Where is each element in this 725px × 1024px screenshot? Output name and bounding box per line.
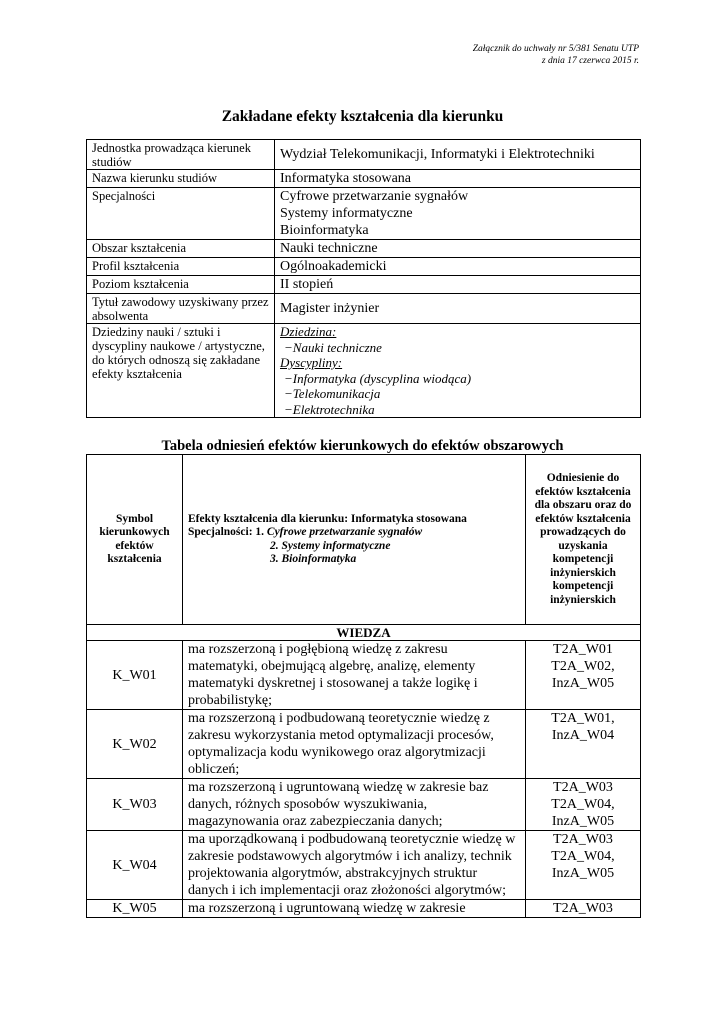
reference-code: T2A_W02, (551, 659, 615, 674)
spec-label: Specjalności (87, 188, 275, 240)
header-spec-2: 2. Systemy informatyczne (270, 539, 391, 552)
document-title: Zakładane efekty kształcenia dla kierunku (221, 108, 504, 125)
discipline-item: −Informatyka (dyscyplina wiodąca) (284, 370, 472, 386)
header-symbol: Symbol kierunkowych efektów kształcenia (87, 455, 183, 625)
effect-references (526, 779, 641, 831)
table-row (87, 710, 641, 779)
reference-code: InzA_W05 (551, 814, 615, 829)
info-row-name (87, 170, 641, 188)
effect-references (526, 831, 641, 900)
effects-header-row (87, 455, 641, 625)
area-label: Obszar kształcenia (87, 240, 275, 258)
table-row (87, 900, 641, 918)
effect-code: K_W04 (87, 831, 183, 900)
table-row (87, 641, 641, 710)
effect-description: ma uporządkowaną i podbudowaną teoretycznie wiedzę w zakresie podstawowych algorytmów i ich analizy, technik projektowania algorytmów, abstrakcyjnych struktur danych i ich implementacji oraz złożoności algorytmów; (183, 831, 526, 900)
name-label: Nazwa kierunku studiów (87, 170, 275, 188)
effect-code: K_W05 (87, 900, 183, 918)
table-row (87, 831, 641, 900)
reference-code: InzA_W05 (551, 676, 615, 691)
effect-code: K_W03 (87, 779, 183, 831)
level-label: Poziom kształcenia (87, 276, 275, 294)
info-row-fields (87, 324, 641, 418)
learning-effects-table (86, 454, 641, 918)
annex-note (473, 43, 639, 67)
effect-code: K_W02 (87, 710, 183, 779)
annex-line-1: Załącznik do uchwały nr 5/381 Senatu UTP (472, 44, 639, 54)
reference-code: T2A_W03 (553, 901, 613, 916)
section-title: WIEDZA (87, 625, 641, 641)
header-spec-3: 3. Bioinformatyka (270, 553, 357, 565)
effect-references (526, 710, 641, 779)
reference-code: InzA_W04 (551, 728, 615, 743)
disciplines-heading: Dyscypliny: (280, 355, 343, 370)
header-reference: Odniesienie do efektów kształcenia dla obszaru oraz do efektów kształcenia prowadzących do uzyskania kompetencji inżynierskich kompetencji inżynierskich (526, 455, 641, 625)
header-spec-1: Cyfrowe przetwarzanie sygnałów (266, 526, 423, 538)
reference-code: T2A_W01, (551, 711, 615, 726)
degree-label: Tytuł zawodowy uzyskiwany przez absolwenta (87, 294, 275, 324)
unit-value: Wydział Telekomunikacji, Informatyki i Elektrotechniki (275, 140, 641, 170)
domain-item: −Nauki techniczne (284, 339, 382, 355)
effect-description: ma rozszerzoną i ugruntowaną wiedzę w zakresie baz danych, różnych sposobów wyszukiwania, magazynowania oraz zabezpieczania danych; (183, 779, 526, 831)
annex-line-2: z dnia 17 czerwca 2015 r. (541, 56, 639, 66)
header-desc-spec1 (188, 526, 520, 540)
fields-values (275, 324, 641, 418)
spec-item: Cyfrowe przetwarzanie sygnałów (280, 189, 469, 204)
level-value: II stopień (275, 276, 641, 294)
domain-heading: Dziedzina: (280, 324, 337, 339)
effect-code: K_W01 (87, 641, 183, 710)
effect-description: ma rozszerzoną i pogłębioną wiedzę z zakresu matematyki, obejmującą algebrę, analizę, elementy matematyki dyskretnej i stosowanej a także logikę i probabilistykę; (183, 641, 526, 710)
degree-value: Magister inżynier (275, 294, 641, 324)
info-row-level (87, 276, 641, 294)
effect-description: ma rozszerzoną i podbudowaną teoretycznie wiedzę z zakresu wykorzystania metod optymalizacji procesów, optymalizacja kodu wynikowego oraz algorytmizacji obliczeń; (183, 710, 526, 779)
name-value: Informatyka stosowana (275, 170, 641, 188)
info-row-profile (87, 258, 641, 276)
unit-label: Jednostka prowadząca kierunek studiów (87, 140, 275, 170)
effect-description: ma rozszerzoną i ugruntowaną wiedzę w zakresie (183, 900, 526, 918)
spec-item: Systemy informatyczne (280, 206, 413, 221)
discipline-item: −Telekomunikacja (284, 386, 381, 401)
reference-code: T2A_W03 (553, 780, 613, 795)
effect-references (526, 641, 641, 710)
info-row-degree (87, 294, 641, 324)
info-row-area (87, 240, 641, 258)
section-row-knowledge (87, 625, 641, 641)
reference-code: T2A_W04, (551, 797, 615, 812)
spec-values (275, 188, 641, 240)
table-title: Tabela odniesień efektów kierunkowych do efektów obszarowych (161, 438, 564, 454)
effect-references (526, 900, 641, 918)
area-value: Nauki techniczne (275, 240, 641, 258)
reference-code: InzA_W05 (551, 866, 615, 881)
reference-code: T2A_W03 (553, 832, 613, 847)
header-description (183, 455, 526, 625)
profile-value: Ogólnoakademicki (275, 258, 641, 276)
reference-code: T2A_W01 (553, 642, 613, 657)
info-row-unit (87, 140, 641, 170)
fields-label: Dziedziny nauki / sztuki i dyscypliny naukowe / artystyczne, do których odnoszą się zakładane efekty kształcenia (87, 324, 275, 418)
info-row-spec (87, 188, 641, 240)
header-desc-line1: Efekty kształcenia dla kierunku: Informatyka stosowana (188, 512, 467, 525)
program-info-table (86, 139, 641, 418)
spec-item: Bioinformatyka (280, 223, 369, 238)
reference-code: T2A_W04, (551, 849, 615, 864)
table-row (87, 779, 641, 831)
discipline-item: −Elektrotechnika (284, 401, 375, 417)
profile-label: Profil kształcenia (87, 258, 275, 276)
header-spec-prefix: Specjalności: 1. (188, 526, 265, 538)
